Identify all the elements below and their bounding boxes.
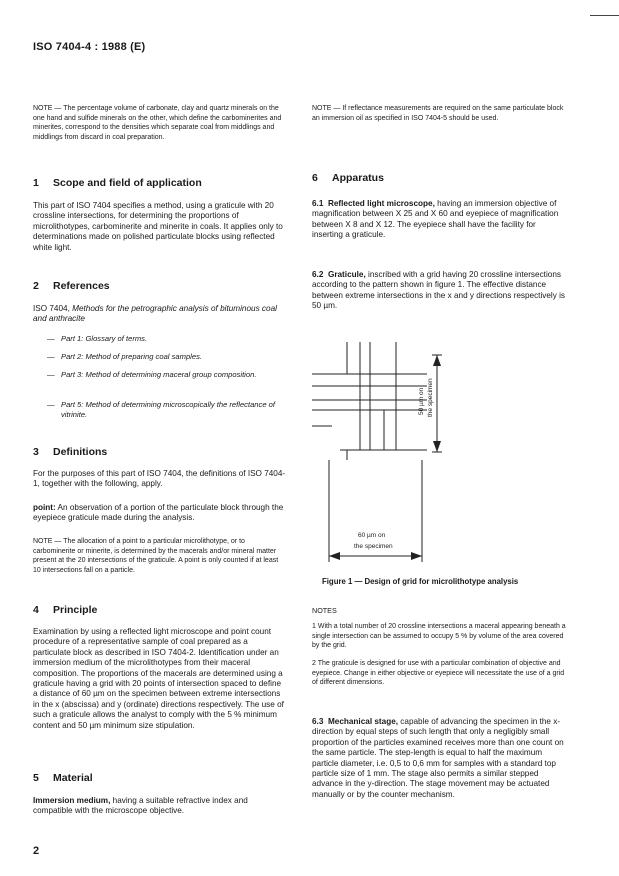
vertical-label-2: the specimen <box>427 378 434 417</box>
horizontal-label-2: the specimen <box>354 543 393 550</box>
section-3-heading: 3 Definitions <box>33 446 108 458</box>
section-6-1-body: 6.1 Reflected light microscope, having an immersion objective of magnification between X 25 and X 60 and eyepiece of magnification between X 8 and X 12. The eyepiece shall have the facility for inserting a graticule. <box>312 199 559 240</box>
section-1-heading: 1 Scope and field of application <box>33 177 202 189</box>
document-header: ISO 7404-4 : 1988 (E) <box>33 41 146 53</box>
figure-note-2: 2 The graticule is designed for use with a particular combination of objective and eyepiece. Change in either objective or eyepiece will necessitate the use of a grid of different dimensions. <box>312 660 565 687</box>
figure-caption: Figure 1 — Design of grid for microlithotype analysis <box>322 577 519 586</box>
graticule-grid <box>312 342 427 460</box>
section-3-body: For the purposes of this part of ISO 7404, the definitions of ISO 7404-1, together with the following, apply. <box>33 469 286 489</box>
definition-point: point: An observation of a portion of the particulate block through the eyepiece graticule made during the analysis. <box>33 503 284 523</box>
reference-part-3: — Part 3: Method of determining maceral group composition. <box>47 370 257 379</box>
section-2-heading: 2 References <box>33 280 110 292</box>
top-rule <box>590 15 619 16</box>
graticule-figure <box>312 330 566 580</box>
page-number: 2 <box>33 845 40 857</box>
reference-part-1: — Part 1: Glossary of terms. <box>47 334 148 343</box>
section-6-heading: 6 Apparatus <box>312 172 384 184</box>
definition-note: NOTE — The allocation of a point to a particular microlithotype, or to carbominerite or minerite, is determined by the macerals and/or mineral matter present at the 20 intersections of the graticule. A point is only counted if at least 10 intersections fall on a particle. <box>33 538 279 574</box>
notes-title: NOTES <box>312 606 337 615</box>
section-1-body: This part of ISO 7404 specifies a method, using a graticule with 20 crossline intersections, for determining the proportions of microlithotypes, carbominerite and minerite in coals. It applies only to determinations made on polished particulate blocks using reflected white light. <box>33 201 283 252</box>
section-6-2-body: 6.2 Graticule, inscribed with a grid having 20 crossline intersections according to the pattern shown in figure 1. The effective distance between extreme intersections in the x and y directions respectively is 50 µm. <box>312 270 566 311</box>
reference-part-2: — Part 2: Method of preparing coal samples. <box>47 352 202 361</box>
section-4-heading: 4 Principle <box>33 604 98 616</box>
horizontal-label-1: 60 µm on <box>358 532 386 539</box>
section-5-body: Immersion medium, having a suitable refractive index and compatible with the microscope objective. <box>33 796 248 816</box>
note-reflectance: NOTE — If reflectance measurements are required on the same particulate block an immersion oil as specified in ISO 7404-5 should be used. <box>312 105 564 122</box>
section-6-3-body: 6.3 Mechanical stage, capable of advancing the specimen in the x-direction by equal steps of such length that only a negligibly small proportion of the particles examined receives more than one count on the same particle. The step-length is equal to half the maximum particle diameter, i.e. 0,5 to 0,6 mm for samples with a standard top particle size of 1 mm. The stage also permits a similar stepped advance in the y-direction. The stage movement may be actuated manually or by the counter mechanism. <box>312 717 564 799</box>
section-2-reference: ISO 7404, Methods for the petrographic analysis of bituminous coal and anthracite <box>33 304 277 324</box>
note-composition: NOTE — The percentage volume of carbonate, clay and quartz minerals on the one hand and sulfide minerals on the other, which define the carbominerites and minerites, correspond to the densities which separate coal from middlings and middlings from discard in coal preparation. <box>33 105 282 141</box>
figure-note-1: 1 With a total number of 20 crossline intersections a maceral appearing beneath a single intersection can be assumed to occupy 5 % by volume of the area covered by the grid. <box>312 623 566 650</box>
section-4-body: Examination by using a reflected light microscope and point count procedure of a representative sample of coal prepared as a particulate block as described in ISO 7404-2. Identification under an immersion medium of the microlithotypes from their maceral composition. The proportions of the macerals are determined using a graticule having a grid with 20 points of intersection spaced to define a distance of 60 µm on the specimen between extreme intersections in the x (abscissa) and y (ordinate) directions respectively. The use of such a graticule allows the analyst to comply with the 5 % minimum content and 50 µm minimum size stipulation. <box>33 627 284 730</box>
section-5-heading: 5 Material <box>33 772 93 784</box>
vertical-label-1: 50 µm on <box>418 387 425 415</box>
reference-part-5: — Part 5: Method of determining microscopically the reflectance of vitrinite. <box>47 400 275 419</box>
